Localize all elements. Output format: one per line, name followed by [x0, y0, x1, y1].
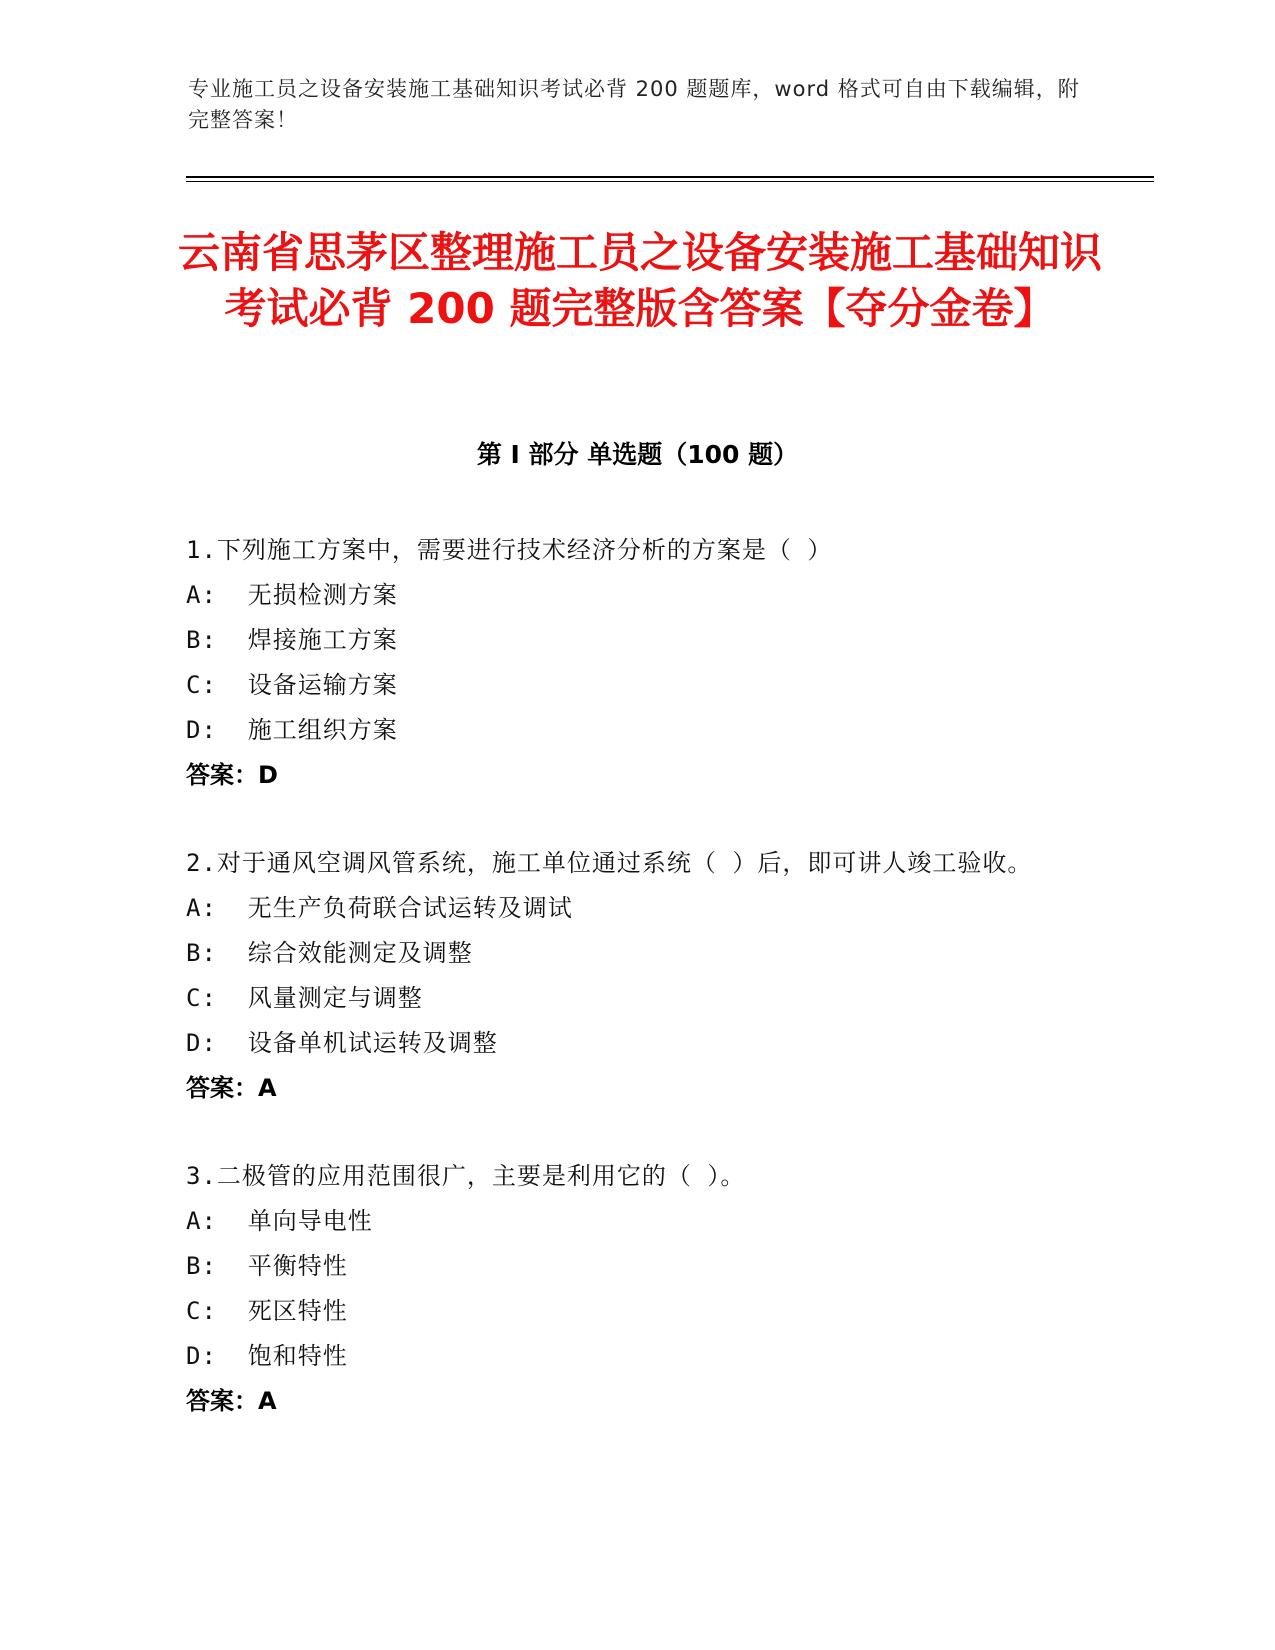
option-b: B: 平衡特性 — [186, 1252, 348, 1280]
header-note: 专业施工员之设备安装施工基础知识考试必背 200 题题库，word 格式可自由下载编辑，附完整答案！ — [188, 77, 1080, 132]
option-d: D: 施工组织方案 — [186, 716, 398, 744]
option-c: C: 死区特性 — [186, 1297, 348, 1325]
option-b: B: 综合效能测定及调整 — [186, 939, 473, 967]
question-stem: 1.下列施工方案中，需要进行技术经济分析的方案是（ ） — [186, 536, 833, 564]
answer: 答案：A — [186, 1387, 277, 1415]
section-title: 第 I 部分 单选题（100 题） — [476, 440, 799, 469]
question-3 — [186, 1154, 1086, 1424]
option-b: B: 焊接施工方案 — [186, 626, 398, 654]
question-1 — [186, 528, 1086, 798]
question-list — [186, 528, 1086, 1467]
option-a: A: 单向导电性 — [186, 1207, 373, 1235]
option-c: C: 设备运输方案 — [186, 671, 398, 699]
question-stem: 3.二极管的应用范围很广，主要是利用它的（ ）。 — [186, 1162, 746, 1190]
header-rule-thick — [186, 176, 1154, 178]
option-d: D: 饱和特性 — [186, 1342, 348, 1370]
answer: 答案：D — [186, 761, 278, 789]
document-title: 云南省思茅区整理施工员之设备安装施工基础知识考试必背 200 题完整版含答案【夺分金卷】 — [177, 228, 1102, 333]
answer: 答案：A — [186, 1074, 277, 1102]
question-stem: 2.对于通风空调风管系统，施工单位通过系统（ ）后，即可讲人竣工验收。 — [186, 849, 1033, 877]
option-a: A: 无损检测方案 — [186, 581, 398, 609]
option-a: A: 无生产负荷联合试运转及调试 — [186, 894, 573, 922]
option-d: D: 设备单机试运转及调整 — [186, 1029, 498, 1057]
header-rule-thin — [186, 181, 1154, 182]
question-2 — [186, 841, 1086, 1111]
option-c: C: 风量测定与调整 — [186, 984, 423, 1012]
